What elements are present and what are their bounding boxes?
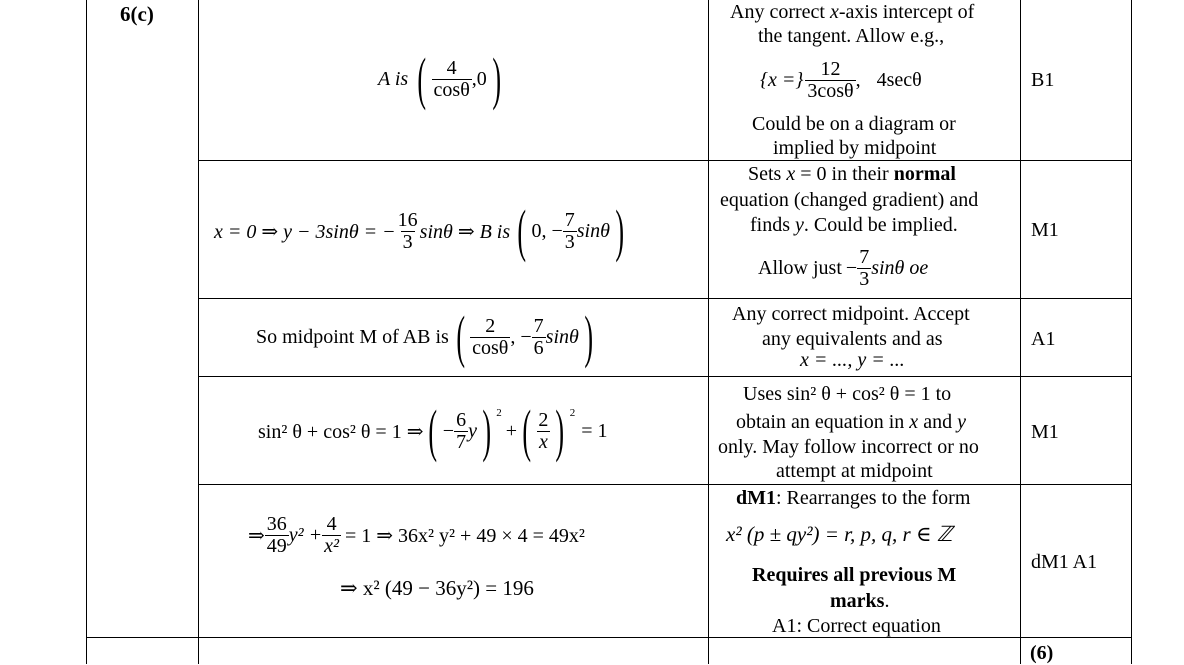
row4-paren1-open: (	[428, 398, 438, 463]
row1-paren-close: )	[492, 46, 501, 111]
row1-scheme-line2: the tangent. Allow e.g.,	[758, 25, 945, 47]
row5-scheme-line3: Requires all previous M	[752, 564, 957, 586]
row5-mark: dM1 A1	[1031, 551, 1098, 573]
row1-alt-lhs: {x =}	[760, 68, 804, 91]
row2-allow-frac: $\frac{7}{3}$	[859, 245, 870, 290]
row4-lhs: sin² θ + cos² θ = 1 ⇒	[258, 420, 424, 443]
total-marks: (6)	[1030, 642, 1054, 664]
row4-paren2-close: )	[555, 398, 565, 463]
row1-alt-tail: 4secθ	[876, 68, 922, 91]
row3-scheme-line2: any equivalents and as	[762, 328, 943, 350]
row3-scheme-line3: x = ..., y = ...	[800, 349, 905, 371]
row4-sq2: 2	[569, 407, 576, 419]
row3-frac1: $\frac{2}{\cos\theta}$	[472, 314, 509, 359]
row4-math	[258, 394, 608, 468]
row-divider-4	[198, 484, 1132, 485]
row3-end: sinθ	[545, 325, 579, 348]
row2-mark: M1	[1031, 219, 1059, 241]
row1-lead: A is	[378, 67, 409, 90]
row2-paren-open: (	[517, 198, 527, 263]
row2-paren-close: )	[615, 198, 624, 263]
row2-end: sinθ	[576, 219, 610, 242]
row2-scheme-line2: equation (changed gradient) and	[720, 189, 979, 211]
row2-frac1: $\frac{16}{3}$	[397, 208, 418, 253]
row1-frac-num: 4	[446, 56, 457, 79]
row3-mark: A1	[1031, 328, 1056, 350]
row1-scheme-line4: implied by midpoint	[773, 137, 937, 159]
row3-lead: So midpoint M of AB is	[256, 325, 449, 348]
row4-mark: M1	[1031, 421, 1059, 443]
row5-frac1: $\frac{36}{49}$	[266, 512, 287, 557]
row5-scheme-line1: dM1: Rearranges to the form	[736, 487, 971, 509]
row5-math-line1	[248, 504, 585, 566]
row4-scheme-line2: obtain an equation in x and y	[736, 411, 966, 433]
row4-rhs: = 1	[581, 419, 608, 442]
row2-frac2: $\frac{7}{3}$	[564, 208, 575, 253]
row4-scheme-line1: Uses sin² θ + cos² θ = 1 to	[743, 383, 952, 405]
row2-scheme-allow: Allow just − $\frac{7}{3}$ sinθ oe	[758, 245, 929, 290]
row3-sep: , −	[510, 325, 532, 348]
row4-scheme-line4: attempt at midpoint	[776, 460, 933, 482]
row5-scheme-line5: A1: Correct equation	[772, 615, 941, 637]
row2-scheme-line1: Sets x = 0 in their normal	[748, 163, 956, 185]
row4-frac2: $\frac{2}{x}$	[538, 408, 549, 453]
table-border-col2	[708, 0, 709, 664]
row5-scheme-line4: marks.	[830, 590, 890, 612]
row4-v1: y	[468, 419, 477, 442]
row4-paren1-close: )	[482, 398, 491, 463]
row2-mid: sinθ ⇒ B is	[419, 220, 511, 243]
row-divider-3	[198, 376, 1132, 377]
row2-lhs: x = 0 ⇒ y − 3sinθ = −	[214, 220, 396, 243]
row3-paren-close: )	[584, 304, 593, 369]
row1-frac-den: cosθ	[433, 78, 470, 101]
row4-plus: +	[505, 419, 518, 442]
row4-scheme-line3: only. May follow incorrect or no	[718, 436, 979, 458]
row5-frac2: $\frac{4}{\text{x²}}$	[324, 512, 340, 557]
row5-rest: = 1 ⇒ 36x² y² + 49 × 4 = 49x²	[345, 524, 585, 547]
question-number: 6(c)	[120, 2, 154, 26]
row5-y2: y² +	[288, 523, 323, 546]
row3-frac2: $\frac{7}{6}$	[533, 314, 544, 359]
row2-math	[214, 196, 629, 266]
row1-alt-frac: $\frac{12}{3\cos\theta}$	[807, 57, 854, 102]
row1-tail: ,0	[471, 67, 487, 90]
row4-frac1: $\frac{6}{7}$	[456, 408, 467, 453]
table-border-col1	[198, 0, 199, 664]
row1-scheme-alt	[760, 50, 922, 110]
row1-paren-open: (	[417, 46, 427, 111]
row2-scheme-line3: finds y. Could be implied.	[750, 214, 958, 236]
row-divider-5	[86, 637, 1132, 638]
row4-paren2-open: (	[522, 398, 532, 463]
row1-frac	[432, 58, 472, 101]
row-divider-2	[198, 298, 1132, 299]
row1-math	[378, 44, 506, 114]
row1-mark: B1	[1031, 69, 1055, 91]
row3-scheme-line1: Any correct midpoint. Accept	[732, 303, 970, 325]
row1-alt-sep: ,	[855, 68, 861, 91]
row3-paren-open: (	[456, 304, 465, 369]
table-border-col3	[1020, 0, 1021, 664]
row1-scheme-line1: Any correct x-axis intercept of	[730, 1, 975, 23]
row5-scheme-form: x² (p ± qy²) = r, p, q, r ∈ ℤ	[726, 522, 953, 546]
row3-math	[256, 302, 598, 372]
row2-inner: 0, −	[531, 219, 563, 242]
row1-scheme-line3: Could be on a diagram or	[752, 113, 956, 135]
row-divider-1	[198, 160, 1132, 161]
row4-neg: −	[442, 419, 455, 442]
table-border-right	[1131, 0, 1132, 664]
row5-arrow: ⇒	[248, 524, 265, 547]
row5-math-line2: ⇒ x² (49 − 36y²) = 196	[340, 576, 534, 600]
table-border-left	[86, 0, 87, 664]
row4-sq1: 2	[496, 407, 502, 419]
